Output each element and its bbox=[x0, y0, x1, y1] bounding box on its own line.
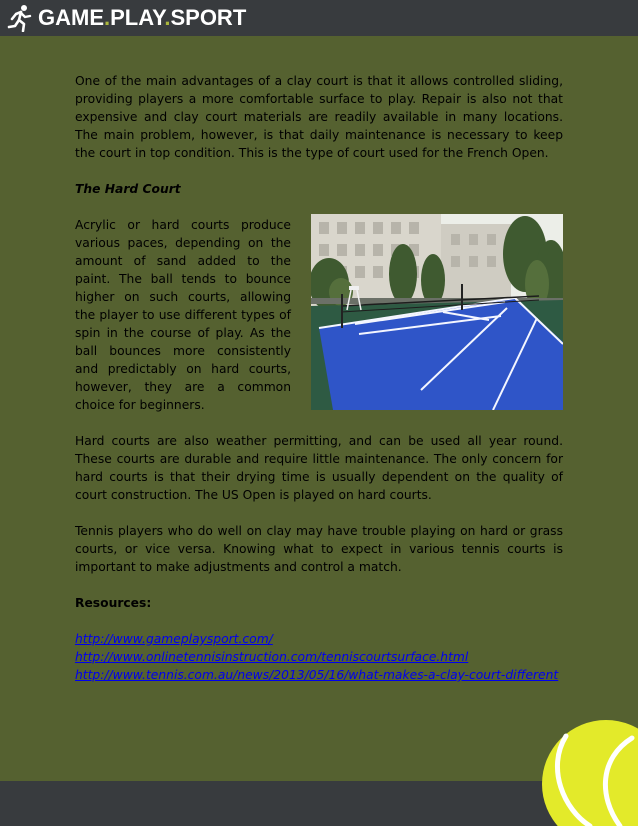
brand-separator-2: . bbox=[164, 5, 171, 30]
hard-court-heading: The Hard Court bbox=[75, 182, 181, 196]
resources-heading: Resources: bbox=[75, 596, 152, 610]
brand-logo-text[interactable] bbox=[38, 4, 246, 32]
hard-court-paragraph-1: Acrylic or hard courts produce various paces, depending on the amount of sand added to the paint. The ball tends to bounce higher on such courts, allowing the player to use different types of spin in the course of play. As the ball bounces more consistently and predictably on hard courts, however, they are a common choice for beginners. bbox=[75, 218, 291, 412]
article-body bbox=[75, 72, 563, 684]
resource-link-tennis-com-au[interactable]: http://www.tennis.com.au/news/2013/05/16/what-makes-a-clay-court-different bbox=[75, 668, 559, 682]
resource-link-gameplaysport[interactable]: http://www.gameplaysport.com/ bbox=[75, 632, 273, 646]
tennis-ball-icon bbox=[540, 718, 638, 826]
runner-logo-icon bbox=[7, 4, 33, 32]
header-bar bbox=[0, 0, 638, 36]
hard-court-photo bbox=[311, 214, 563, 410]
brand-name-part-2: PLAY bbox=[110, 5, 165, 30]
brand-name-part-1: GAME bbox=[38, 5, 104, 30]
brand-separator-1: . bbox=[104, 5, 111, 30]
closing-paragraph: Tennis players who do well on clay may have trouble playing on hard or grass courts, or vice versa. Knowing what to expect in various tennis courts is important to make adjustments and control a match. bbox=[75, 524, 563, 574]
clay-court-paragraph: One of the main advantages of a clay court is that it allows controlled sliding, providing players a more comfortable surface to play. Repair is also not that expensive and clay court materials are readily available in many locations. The main problem, however, is that daily maintenance is necessary to keep the court in top condition. This is the type of court used for the French Open. bbox=[75, 74, 563, 160]
hard-court-paragraph-2: Hard courts are also weather permitting, and can be used all year round. These courts are durable and require little maintenance. The only concern for hard courts is that their drying time is usually dependent on the quality of court construction. The US Open is played on hard courts. bbox=[75, 434, 563, 502]
resource-link-onlinetennisinstruction[interactable]: http://www.onlinetennisinstruction.com/tenniscourtsurface.html bbox=[75, 650, 469, 664]
brand-name-part-3: SPORT bbox=[170, 5, 247, 30]
